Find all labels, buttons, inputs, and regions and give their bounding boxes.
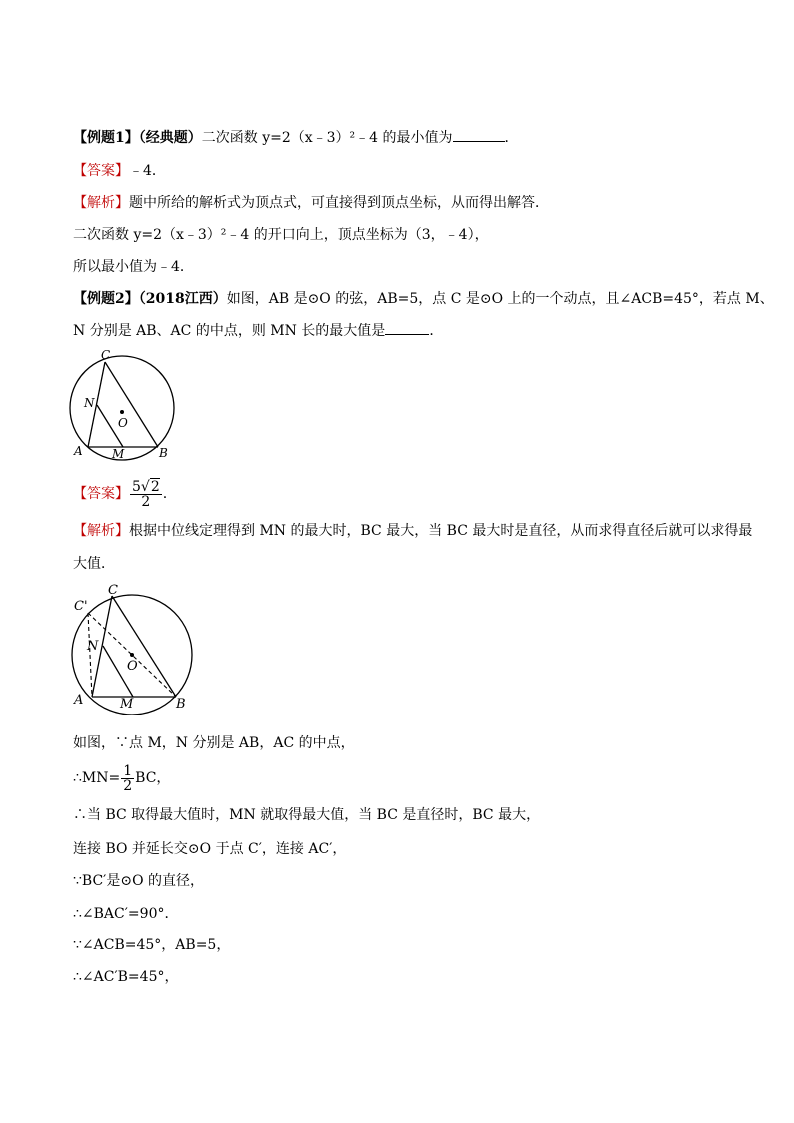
answer-blank [385,322,429,335]
example1-step1: 二次函数 y=2（x﹣3）²﹣4 的开口向上，顶点坐标为（3，﹣4）， [73,227,489,243]
solution-line-3: ∴当 BC 取得最大值时，MN 就取得最大值，当 BC 是直径时，BC 最大， [73,807,541,823]
circle-figure-1 [60,345,190,465]
analysis-tag: 【解析】 [73,523,129,539]
label-C: C [101,348,111,362]
analysis-tag: 【解析】 [73,195,129,211]
example2-analysis-line2: 大值． [73,556,115,572]
solution-line-4: 连接 BO 并延长交⊙O 于点 C′，连接 AC′， [73,841,347,857]
example2-tag: 【例题2】 [73,291,139,307]
answer-tag: 【答案】 [73,486,129,502]
example2-analysis-line1 [73,522,752,540]
solution-line-6: ∴∠BAC′=90°． [73,906,179,922]
label-O: O [118,416,128,430]
label-N: N [87,639,99,654]
example1-text: 二次函数 y=2（x﹣3）²﹣4 的最小值为 [201,130,453,146]
label-C: C [108,583,118,598]
circle-figure-2 [60,580,210,715]
half-fraction: $\frac{1}{2}$ [123,762,133,794]
example1-answer [73,162,166,180]
answer-blank [453,129,505,142]
example1-analysis [73,194,549,212]
solution-line-1: 如图，∵点 M，N 分别是 AB，AC 的中点， [73,735,355,751]
label-B: B [159,446,168,460]
solution-line-2: ∴MN= $\frac{1}{2}$ BC， [73,762,171,794]
example2-question-line1 [73,290,774,308]
answer-fraction: $\frac{5√2}{2}$ [132,478,160,510]
label-M: M [120,697,134,712]
analysis-text: 根据中位线定理得到 MN 的最大时，BC 最大，当 BC 最大时是直径，从而求得直径后就可以求得最 [129,523,753,539]
answer-tag: 【答案】 [73,163,129,179]
label-C-prime: C' [74,599,88,614]
solution-line-8: ∴∠AC′B=45°， [73,969,179,985]
label-A: A [74,444,83,458]
analysis-text: 题中所给的解析式为顶点式，可直接得到顶点坐标，从而得出解答． [129,195,549,211]
example2-question-line2: N 分别是 AB、AC 的中点，则 MN 长的最大值是 ． [73,323,444,339]
example2-answer: 【答案】 $\frac{5√2}{2}$ . [73,478,168,510]
example2-source: （2018江西） [138,291,227,307]
label-N: N [84,396,95,410]
label-A: A [74,693,84,708]
example2-text1: 如图，AB 是⊙O 的弦，AB=5，点 C 是⊙O 上的一个动点，且∠ACB=45°，若点 M、 [226,291,774,307]
label-O: O [127,659,138,674]
example1-question: 【例题1】（经典题）二次函数 y=2（x﹣3）²﹣4 的最小值为 ． [73,130,519,146]
solution-line-5: ∵BC′是⊙O 的直径， [73,873,205,889]
answer-value: ﹣4． [129,163,166,179]
label-M: M [112,447,125,461]
label-B: B [176,697,186,712]
solution-line-7: ∵∠ACB=45°，AB=5， [73,937,231,953]
example1-step2: 所以最小值为﹣4． [73,259,194,275]
example1-source: （经典题） [138,130,202,146]
example2-text2: N 分别是 AB、AC 的中点，则 MN 长的最大值是 [73,323,386,339]
example1-tag: 【例题1】 [73,130,139,146]
